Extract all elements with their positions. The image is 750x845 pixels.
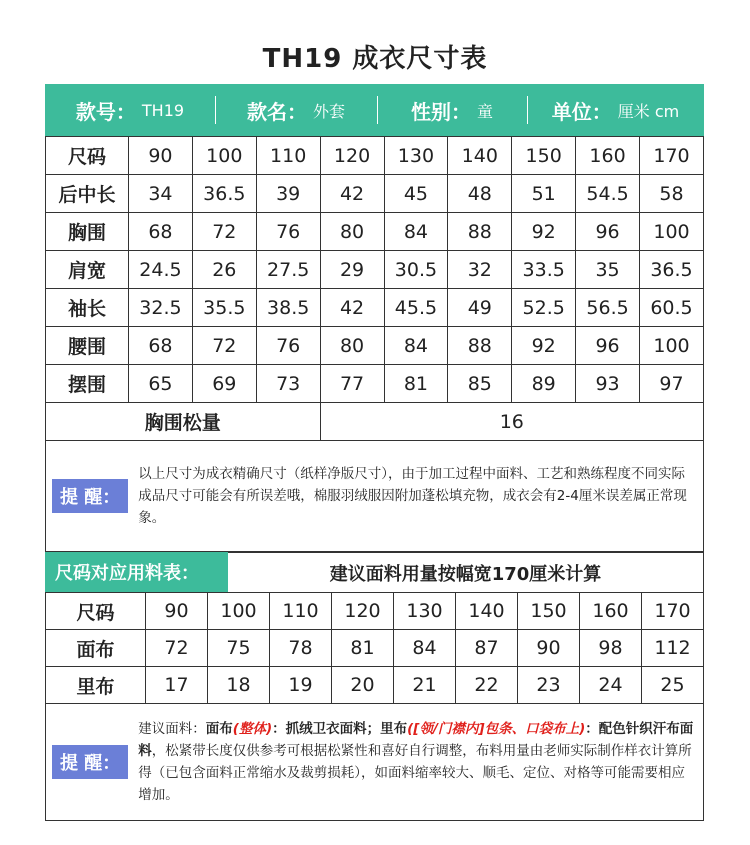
remark-part: 面布: [205, 720, 233, 737]
table-cell: 80: [320, 213, 384, 251]
table-cell: 72: [146, 630, 208, 667]
table-cell: 110: [256, 137, 320, 175]
table-cell: 170: [640, 137, 704, 175]
table-cell: 20: [332, 667, 394, 704]
table-cell: 33.5: [512, 251, 576, 289]
table-cell: 34: [129, 175, 193, 213]
table-cell: 84: [384, 327, 448, 365]
table-cell: 150: [518, 593, 580, 630]
table-cell: 54.5: [576, 175, 640, 213]
remark-part: ：抓绒卫衣面料；里布: [272, 720, 408, 737]
table-cell: 90: [518, 630, 580, 667]
table-cell: 68: [129, 327, 193, 365]
table-cell: 22: [456, 667, 518, 704]
fabric-section-label: 尺码对应用料表：: [45, 552, 228, 592]
row-header: 里布: [46, 667, 146, 704]
table-cell: 39: [256, 175, 320, 213]
table-cell: 24.5: [129, 251, 193, 289]
fabric-section-header: [45, 552, 704, 592]
table-cell: 19: [270, 667, 332, 704]
style-no-label: 款号：: [75, 99, 136, 124]
fabric-row: [46, 630, 704, 667]
table-cell: 130: [394, 593, 456, 630]
table-cell: 25: [642, 667, 704, 704]
style-no-value: TH19: [141, 100, 185, 120]
table-cell: 65: [129, 365, 193, 403]
gender-label: 性别：: [410, 99, 471, 124]
table-cell: 51: [512, 175, 576, 213]
table-cell: 30.5: [384, 251, 448, 289]
table-cell: 100: [192, 137, 256, 175]
table-cell: 92: [512, 327, 576, 365]
remark-badge: 提 醒：: [52, 745, 128, 779]
table-cell: 160: [580, 593, 642, 630]
table-cell: 73: [256, 365, 320, 403]
table-cell: 93: [576, 365, 640, 403]
size-row: [46, 213, 704, 251]
table-cell: 89: [512, 365, 576, 403]
ease-value: 16: [320, 403, 703, 441]
row-header: 后中长: [46, 175, 129, 213]
table-cell: 85: [448, 365, 512, 403]
row-header: 肩宽: [46, 251, 129, 289]
table-cell: 42: [320, 289, 384, 327]
table-cell: 56.5: [576, 289, 640, 327]
table-cell: 88: [448, 213, 512, 251]
fabric-width-note: 建议面料用量按幅宽170厘米计算: [228, 552, 704, 592]
table-cell: 76: [256, 213, 320, 251]
table-cell: 84: [384, 213, 448, 251]
table-cell: 98: [580, 630, 642, 667]
table-cell: 32: [448, 251, 512, 289]
table-cell: 140: [456, 593, 518, 630]
row-header: 胸围: [46, 213, 129, 251]
gender-value: 童: [476, 101, 493, 121]
table-cell: 100: [208, 593, 270, 630]
table-cell: 18: [208, 667, 270, 704]
table-cell: 72: [192, 327, 256, 365]
table-cell: 23: [518, 667, 580, 704]
table-cell: 84: [394, 630, 456, 667]
table-cell: 27.5: [256, 251, 320, 289]
table-cell: 60.5: [640, 289, 704, 327]
row-header: 面布: [46, 630, 146, 667]
table-cell: 36.5: [192, 175, 256, 213]
unit-label: 单位：: [551, 99, 612, 124]
remark-part: 建议面料：: [138, 720, 206, 737]
size-row: [46, 289, 704, 327]
table-cell: 36.5: [640, 251, 704, 289]
table-cell: 32.5: [129, 289, 193, 327]
table-cell: 35: [576, 251, 640, 289]
fabric-table: [45, 592, 704, 704]
size-row: [46, 365, 704, 403]
remark-part: ，松紧带长度仅供参考可根据松紧性和喜好自行调整，布料用量由老师实际制作样衣计算所得（已包含面料正常缩水及裁剪损耗），如面料缩率较大、顺毛、定位、对格等可能需要相应增加。: [138, 742, 692, 803]
table-cell: 45.5: [384, 289, 448, 327]
table-cell: 100: [640, 327, 704, 365]
fabric-table-wrap: [45, 592, 704, 704]
info-header-bar: [45, 84, 704, 136]
style-name: [215, 84, 377, 136]
table-cell: 160: [576, 137, 640, 175]
row-header: 袖长: [46, 289, 129, 327]
row-header: 摆围: [46, 365, 129, 403]
remark-text: [138, 718, 703, 806]
size-table-wrap: [45, 136, 704, 441]
ease-row: [46, 403, 704, 441]
table-cell: 48: [448, 175, 512, 213]
row-header: 腰围: [46, 327, 129, 365]
fabric-row: [46, 667, 704, 704]
size-table: [45, 136, 704, 441]
table-cell: 21: [394, 667, 456, 704]
table-cell: 90: [129, 137, 193, 175]
page-title: TH19 成衣尺寸表: [262, 44, 488, 74]
size-row: [46, 137, 704, 175]
table-cell: 75: [208, 630, 270, 667]
table-cell: 29: [320, 251, 384, 289]
table-cell: 130: [384, 137, 448, 175]
table-cell: 110: [270, 593, 332, 630]
table-cell: 112: [642, 630, 704, 667]
style-no: [45, 84, 215, 136]
table-cell: 17: [146, 667, 208, 704]
table-cell: 24: [580, 667, 642, 704]
row-header: 尺码: [46, 137, 129, 175]
table-cell: 87: [456, 630, 518, 667]
table-cell: 81: [384, 365, 448, 403]
table-cell: 97: [640, 365, 704, 403]
remark-badge: 提 醒：: [52, 479, 128, 513]
table-cell: 78: [270, 630, 332, 667]
style-name-label: 款名：: [246, 99, 307, 124]
table-cell: 38.5: [256, 289, 320, 327]
table-cell: 88: [448, 327, 512, 365]
size-row: [46, 175, 704, 213]
table-cell: 170: [642, 593, 704, 630]
table-cell: 96: [576, 327, 640, 365]
table-cell: 26: [192, 251, 256, 289]
table-cell: 90: [146, 593, 208, 630]
remark-box-2: [45, 703, 704, 821]
table-cell: 150: [512, 137, 576, 175]
size-row: [46, 251, 704, 289]
remark-box-1: [45, 440, 704, 552]
table-cell: 69: [192, 365, 256, 403]
ease-label: 胸围松量: [46, 403, 321, 441]
table-cell: 58: [640, 175, 704, 213]
table-cell: 45: [384, 175, 448, 213]
remark-part: ：配色针织汗布面料: [138, 720, 694, 759]
table-cell: 96: [576, 213, 640, 251]
remark-text: 以上尺寸为成衣精确尺寸（纸样净版尺寸），由于加工过程中面料、工艺和熟练程度不同实际成品尺寸可能会有所误差哦，棉服羽绒服因附加蓬松填充物，成衣会有2-4厘米误差属正常现象。: [138, 465, 687, 526]
style-name-value: 外套: [312, 101, 345, 121]
table-cell: 72: [192, 213, 256, 251]
table-cell: 35.5: [192, 289, 256, 327]
table-cell: 52.5: [512, 289, 576, 327]
table-cell: 77: [320, 365, 384, 403]
table-cell: 68: [129, 213, 193, 251]
table-cell: 76: [256, 327, 320, 365]
table-cell: 92: [512, 213, 576, 251]
unit: [527, 84, 704, 136]
table-cell: 120: [332, 593, 394, 630]
table-cell: 120: [320, 137, 384, 175]
remark-part-red: (整体): [232, 720, 273, 737]
fabric-row: [46, 593, 704, 630]
remark-part-red: ([领/门襟内]包条、口袋布上): [407, 720, 586, 737]
table-cell: 140: [448, 137, 512, 175]
table-cell: 81: [332, 630, 394, 667]
table-cell: 49: [448, 289, 512, 327]
table-cell: 42: [320, 175, 384, 213]
row-header: 尺码: [46, 593, 146, 630]
unit-value: 厘米 cm: [617, 101, 680, 121]
gender: [377, 84, 527, 136]
table-cell: 100: [640, 213, 704, 251]
size-row: [46, 327, 704, 365]
table-cell: 80: [320, 327, 384, 365]
